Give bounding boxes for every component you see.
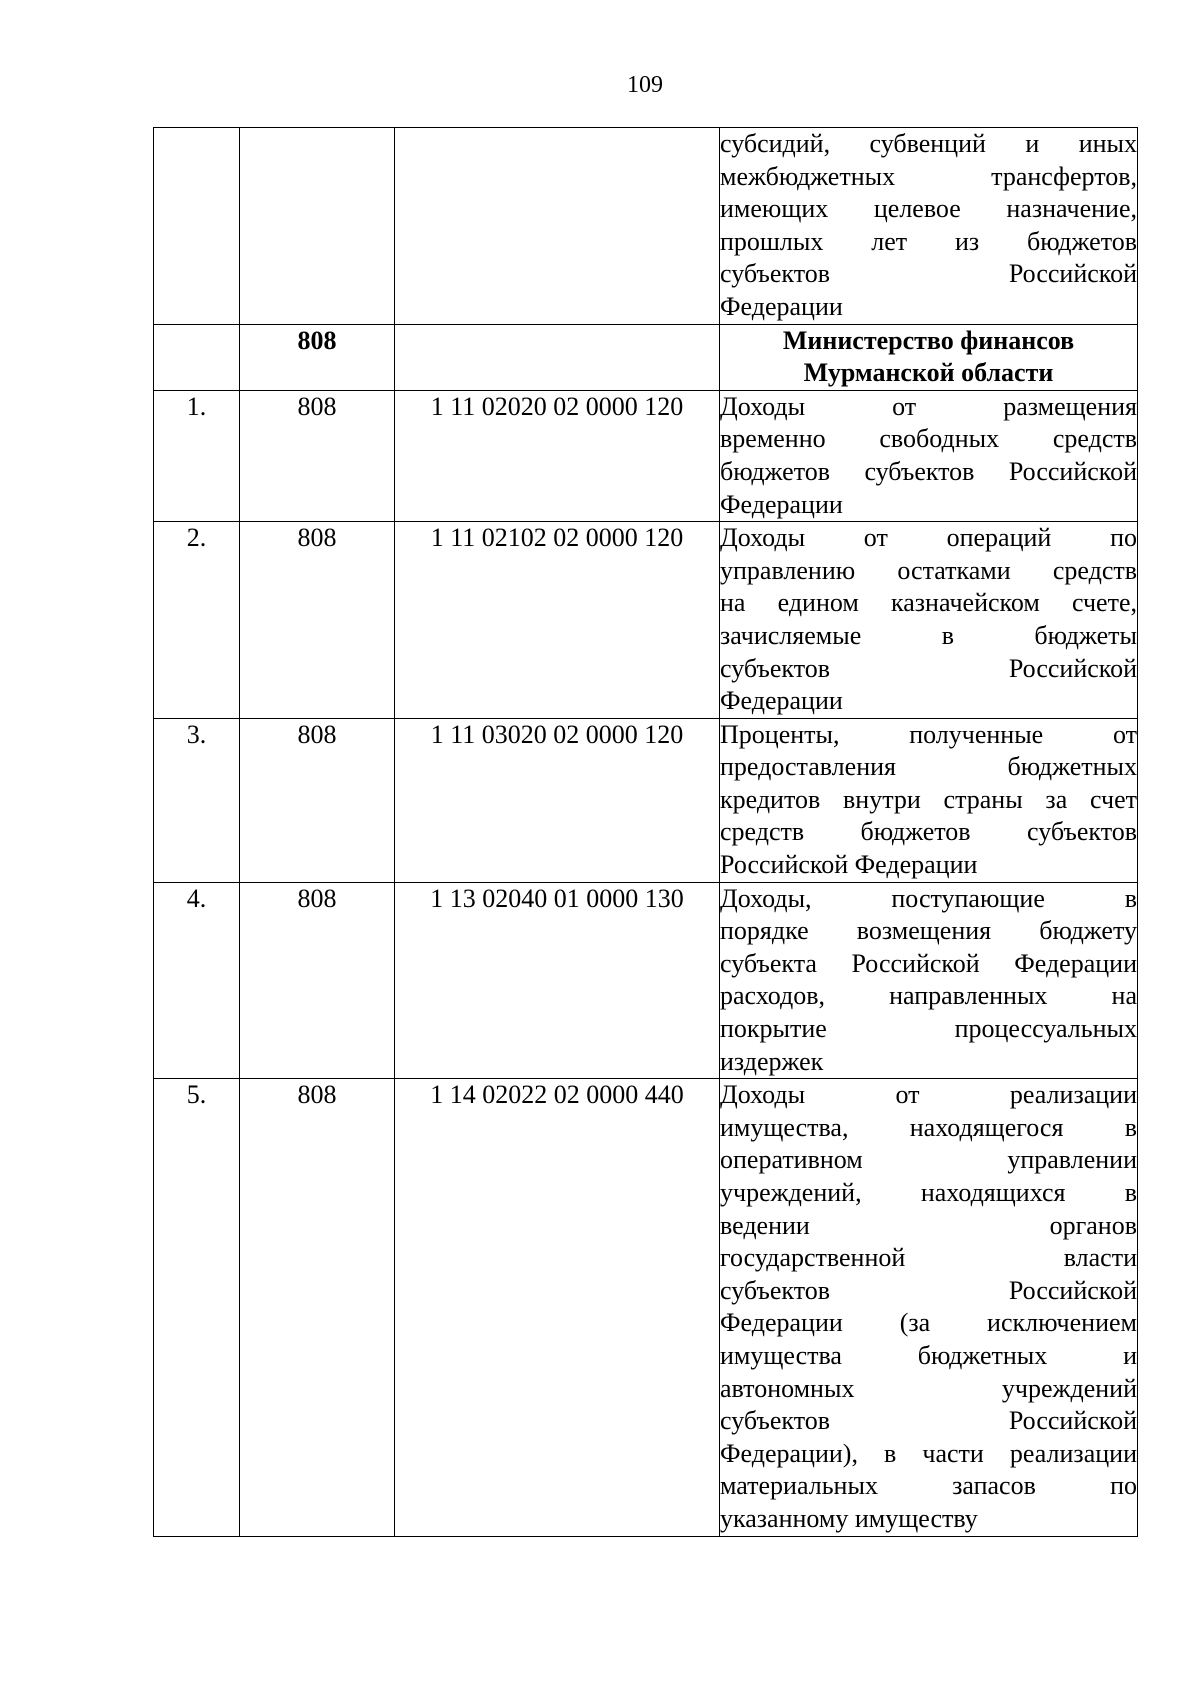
description-line: имущества, находящегося в xyxy=(720,1112,1137,1142)
description-line: указанному имуществу xyxy=(720,1503,978,1533)
description-line: кредитов внутри страны за счет xyxy=(720,784,1137,814)
description-line: средств бюджетов субъектов xyxy=(720,817,1137,847)
row-number: 2. xyxy=(154,522,240,719)
row-budget-code: 1 13 02040 01 0000 130 xyxy=(395,882,720,1079)
description-line: временно свободных средств xyxy=(720,424,1137,454)
page-number: 109 xyxy=(627,72,663,98)
description-line: субъекта Российской Федерации xyxy=(720,948,1137,978)
description-cell xyxy=(720,128,1138,325)
description-line: порядке возмещения бюджету xyxy=(720,916,1137,946)
description-line: издержек xyxy=(720,1046,824,1076)
description-line: Российской Федерации xyxy=(720,850,978,880)
row-description xyxy=(720,390,1138,521)
description-line: управлению остатками средств xyxy=(720,555,1137,585)
row-description xyxy=(720,522,1138,719)
num-cell xyxy=(154,128,240,325)
row-number: 3. xyxy=(154,718,240,882)
row-admin-code: 808 xyxy=(240,882,395,1079)
description-line: межбюджетных трансфертов, xyxy=(720,161,1137,191)
row-budget-code: 1 11 02020 02 0000 120 xyxy=(395,390,720,521)
description-line: субъектов Российской xyxy=(720,1406,1137,1436)
row-budget-code: 1 14 02022 02 0000 440 xyxy=(395,1079,720,1536)
row-number: 1. xyxy=(154,390,240,521)
table-row xyxy=(154,1079,1138,1536)
description-line: Доходы, поступающие в xyxy=(720,883,1137,913)
table-row xyxy=(154,390,1138,521)
description-line: расходов, направленных на xyxy=(720,981,1137,1011)
section-title-line: Мурманской области xyxy=(803,358,1054,388)
admin-code-cell xyxy=(240,128,395,325)
description-line: автономных учреждений xyxy=(720,1373,1137,1403)
description-line: имеющих целевое назначение, xyxy=(720,194,1137,224)
row-admin-code: 808 xyxy=(240,718,395,882)
row-description xyxy=(720,718,1138,882)
table-body xyxy=(154,390,1138,1536)
description-line: Федерации (за исключением xyxy=(720,1308,1137,1338)
row-description xyxy=(720,1079,1138,1536)
description-line: оперативном управлении xyxy=(720,1145,1137,1175)
description-line: Федерации), в части реализации xyxy=(720,1438,1137,1468)
section-admin-code: 808 xyxy=(240,324,395,390)
num-cell xyxy=(154,324,240,390)
section-title-line: Министерство финансов xyxy=(782,325,1075,355)
description-line: субсидий, субвенций и иных xyxy=(720,129,1137,158)
description-line: на едином казначейском счете, xyxy=(720,588,1137,618)
description-line: предоставления бюджетных xyxy=(720,752,1137,782)
row-number: 5. xyxy=(154,1079,240,1536)
description-line: зачисляемые в бюджеты xyxy=(720,620,1137,650)
code-cell xyxy=(395,324,720,390)
row-budget-code: 1 11 02102 02 0000 120 xyxy=(395,522,720,719)
row-admin-code: 808 xyxy=(240,390,395,521)
description-line: учреждений, находящихся в xyxy=(720,1178,1137,1207)
description-line: имущества бюджетных и xyxy=(720,1340,1137,1370)
table-row xyxy=(154,522,1138,719)
row-description xyxy=(720,882,1138,1079)
row-admin-code: 808 xyxy=(240,522,395,719)
description-line: Доходы от размещения xyxy=(720,391,1137,421)
description-line: прошлых лет из бюджетов xyxy=(720,226,1137,256)
description-line: Доходы от операций по xyxy=(720,523,1137,553)
code-cell xyxy=(395,128,720,325)
description-line: Федерации xyxy=(720,291,843,321)
description-line: материальных запасов по xyxy=(720,1471,1137,1501)
description-line: субъектов Российской xyxy=(720,1275,1137,1305)
description-line: покрытие процессуальных xyxy=(720,1014,1137,1044)
revenue-codes-table xyxy=(153,127,1138,1537)
table-row xyxy=(154,882,1138,1079)
description-line: субъектов Российской xyxy=(720,653,1137,683)
section-title xyxy=(720,324,1138,390)
description-line: ведении органов xyxy=(720,1210,1137,1240)
table-row xyxy=(154,718,1138,882)
row-admin-code: 808 xyxy=(240,1079,395,1536)
description-line: Федерации xyxy=(720,686,843,716)
continuation-row xyxy=(154,128,1138,325)
row-budget-code: 1 11 03020 02 0000 120 xyxy=(395,718,720,882)
description-line: бюджетов субъектов Российской xyxy=(720,456,1137,486)
section-header-row xyxy=(154,324,1138,390)
description-line: государственной власти xyxy=(720,1243,1137,1273)
description-line: субъектов Российской xyxy=(720,259,1137,289)
description-line: Доходы от реализации xyxy=(720,1080,1137,1110)
row-number: 4. xyxy=(154,882,240,1079)
description-line: Федерации xyxy=(720,489,843,519)
description-line: Проценты, полученные от xyxy=(720,719,1137,749)
